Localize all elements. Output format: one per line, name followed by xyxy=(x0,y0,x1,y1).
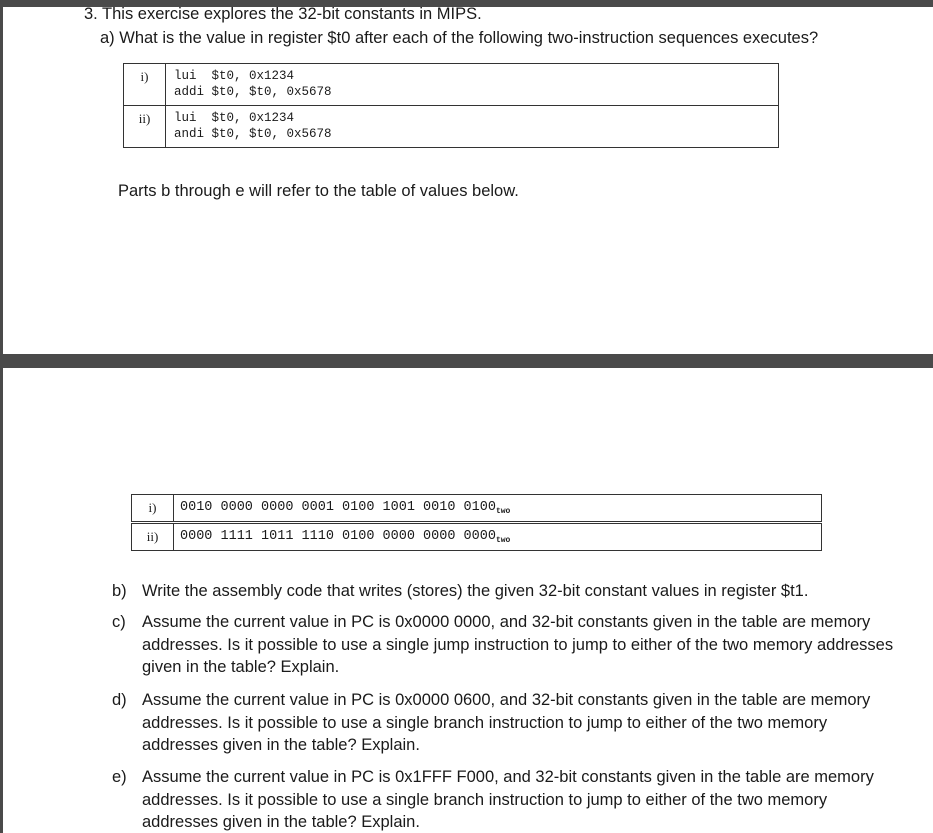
item-text: Assume the current value in PC is 0x0000 0600, and 32-bit constants given in the table are memory addresses. Is it possible to use a single branch instruction to jump to either of the two memory addresses given in the table? Explain. xyxy=(142,691,871,754)
item-letter: e) xyxy=(112,768,127,786)
table-row xyxy=(124,106,779,148)
row-number: i) xyxy=(132,495,174,523)
table-row xyxy=(132,523,822,551)
page-separator xyxy=(0,354,933,368)
base-suffix: two xyxy=(495,507,511,516)
base-suffix: two xyxy=(495,536,511,545)
row-number: ii) xyxy=(124,106,166,148)
binary-digits: 0000 1111 1011 1110 0100 0000 0000 0000 xyxy=(180,529,496,544)
question-item-d xyxy=(112,689,902,757)
values-table xyxy=(131,494,822,551)
code-line: lui $t0, 0x1234 xyxy=(174,69,295,83)
binary-value xyxy=(174,495,822,523)
item-text: Assume the current value in PC is 0x1FFF F000, and 32-bit constants given in the table are memory addresses. Is it possible to use a single branch instruction to jump to either of the two memory addresses given in the table? Explain. xyxy=(142,768,874,831)
code-cell xyxy=(166,64,779,106)
question-item-e xyxy=(112,766,902,833)
code-sequence-table xyxy=(123,63,779,148)
item-letter: b) xyxy=(112,582,127,600)
code-line: andi $t0, $t0, 0x5678 xyxy=(174,127,332,141)
item-letter: d) xyxy=(112,691,127,709)
question-part-a: a) What is the value in register $t0 after each of the following two-instruction sequences executes? xyxy=(100,29,819,47)
binary-value xyxy=(174,523,822,551)
page-top xyxy=(0,0,933,354)
table-row xyxy=(132,495,822,523)
row-number: ii) xyxy=(132,523,174,551)
question-item-b xyxy=(112,580,902,603)
item-letter: c) xyxy=(112,613,126,631)
code-line: lui $t0, 0x1234 xyxy=(174,111,295,125)
item-text: Write the assembly code that writes (stores) the given 32-bit constant values in register $t1. xyxy=(142,582,809,600)
table-row xyxy=(124,64,779,106)
code-cell xyxy=(166,106,779,148)
question-title: 3. This exercise explores the 32-bit constants in MIPS. xyxy=(84,5,482,23)
question-item-c xyxy=(112,611,902,679)
parts-note: Parts b through e will refer to the table of values below. xyxy=(118,182,519,200)
row-number: i) xyxy=(124,64,166,106)
code-line: addi $t0, $t0, 0x5678 xyxy=(174,85,332,99)
binary-digits: 0010 0000 0000 0001 0100 1001 0010 0100 xyxy=(180,500,496,515)
item-text: Assume the current value in PC is 0x0000 0000, and 32-bit constants given in the table are memory addresses. Is it possible to use a single jump instruction to jump to either of the two memory addresses given in the table? Explain. xyxy=(142,613,894,676)
